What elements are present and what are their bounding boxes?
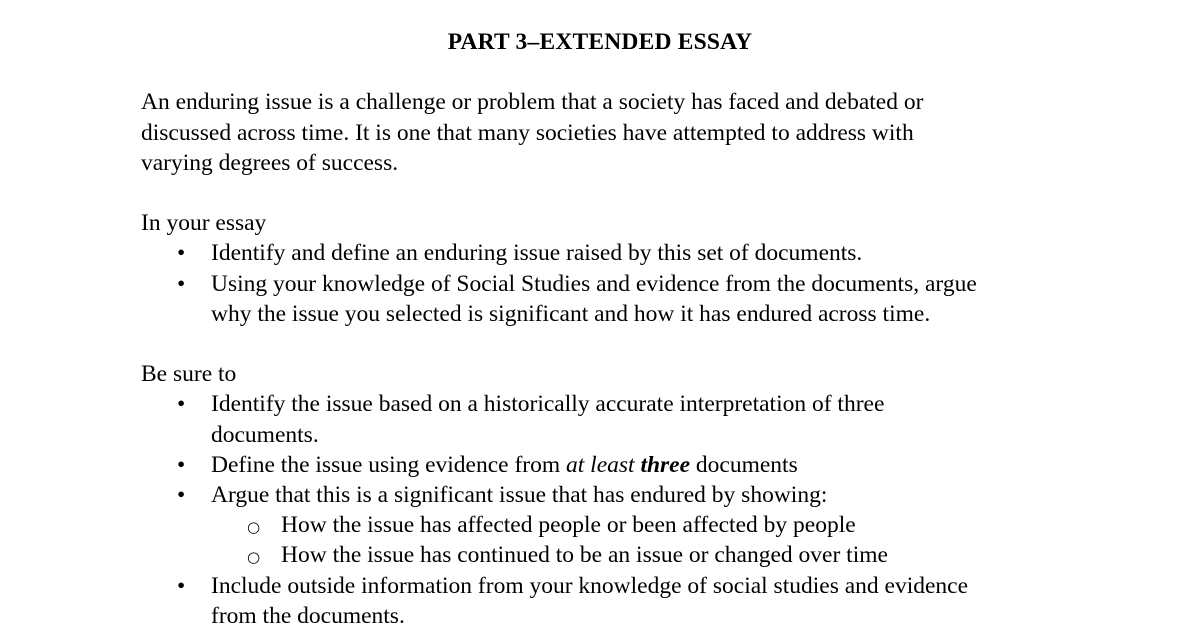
bullet-line [211,480,1059,510]
bullet-text [281,540,1059,570]
text-segment: How the issue has affected people or been affected by people [281,512,856,539]
bullet-line [281,540,1059,570]
bullet-marker: • [177,572,186,599]
text-segment: Identify the issue based on a historically accurate interpretation of three [211,391,885,418]
bullet-line [211,299,1059,329]
bullet-marker: • [177,270,186,297]
bullet-marker: • [177,240,186,267]
bullet-marker: • [177,451,186,478]
bullet-text [211,480,1059,510]
sub-bullet-item [141,540,1059,570]
bullet-line [211,450,1059,480]
text-segment: three [640,451,691,478]
intro-paragraph [141,87,1059,178]
bullet-text [211,389,1059,449]
text-segment: Define the issue using evidence from [211,451,567,478]
text-segment: How the issue has continued to be an issue or changed over time [281,542,888,569]
bullet-text [211,238,1059,268]
bullet-line [281,510,1059,540]
bullet-line [211,389,1059,419]
bullet-line [211,571,1059,601]
text-segment: Argue that this is a significant issue that has endured by showing: [211,482,828,508]
document-title: PART 3–EXTENDED ESSAY [447,29,753,55]
bullet-marker: • [177,391,186,418]
bullet-item [141,571,1059,630]
bullet-marker: • [177,482,186,508]
bullet-text [211,571,1059,630]
bullet-item [141,238,1059,268]
text-segment: at least [566,451,641,478]
text-segment: Using your knowledge of Social Studies and evidence from the documents, argue [211,270,977,297]
section [141,359,1059,630]
circle-marker: ○ [247,518,261,537]
text-segment: documents. [211,421,319,448]
sub-bullet-item [141,510,1059,540]
paragraph-line: An enduring issue is a challenge or problem that a society has faced and debated or [141,89,924,116]
text-segment: documents [690,451,798,478]
bullet-item [141,389,1059,449]
bullet-line [211,238,1059,268]
paragraph-line: discussed across time. It is one that many societies have attempted to address with [141,119,914,146]
text-segment: Include outside information from your knowledge of social studies and evidence [211,572,969,599]
section [141,208,1059,329]
bullet-item [141,269,1059,329]
bullet-line [211,601,1059,630]
circle-marker: ○ [247,548,261,567]
paragraph-line: varying degrees of success. [141,149,399,176]
text-segment: from the documents. [211,602,405,629]
bullet-line [211,420,1059,450]
bullet-text [211,450,1059,480]
bullet-text [211,269,1059,329]
section-heading: Be sure to [141,361,237,388]
bullet-text [281,510,1059,540]
text-segment: Identify and define an enduring issue raised by this set of documents. [211,240,863,267]
bullet-item [141,450,1059,480]
bullet-item [141,480,1059,510]
section-heading: In your essay [141,210,267,237]
bullet-line [211,269,1059,299]
sections-container [141,208,1059,630]
text-segment: why the issue you selected is significant and how it has endured across time. [211,300,931,327]
